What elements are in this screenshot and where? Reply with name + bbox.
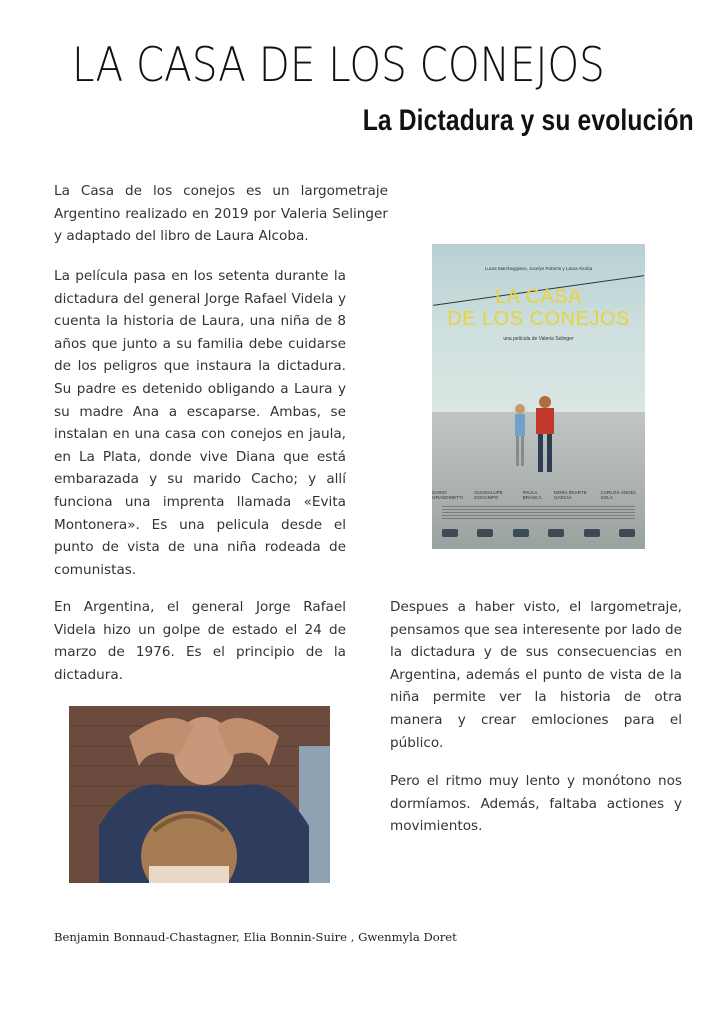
woman-figure-icon xyxy=(532,394,558,474)
page-subtitle: La Dictadura y su evolución xyxy=(362,104,694,137)
poster-billing-block xyxy=(442,506,635,520)
intro-paragraph: La Casa de los conejos es un largometraje Argentino realizado en 2019 por Valeria Selinger y adaptado del libro de Laura Alcoba. xyxy=(54,183,388,245)
poster-credit: DARIO GRANDINETTI xyxy=(432,490,464,500)
film-still-illustration xyxy=(69,706,330,883)
poster-credit: CARLOS ÁNGEL SOLA xyxy=(600,490,637,500)
poster-director: una película de Valeria Selinger xyxy=(503,336,574,342)
poster-credit: PAULA BRASCA xyxy=(522,490,542,500)
girl-figure-icon xyxy=(512,402,528,470)
movie-poster xyxy=(432,244,645,549)
logo-icon xyxy=(477,529,493,537)
logo-icon xyxy=(619,529,635,537)
poster-credit: GUADALUPE DOCAMPO xyxy=(474,490,503,500)
poster-logos xyxy=(442,529,635,539)
poster-tagline: Lucas Marcheggiano, Jocelyn Roberts y Laura Alcoba xyxy=(484,266,593,271)
poster-title-line-2: DE LOS CONEJOS xyxy=(447,308,630,330)
plot-paragraph: La película pasa en los setenta durante la dictadura del general Jorge Rafael Videla y cuenta la historia de Laura, una niña de 8 años que junto a su familia debe cuidarse de los peligros que instaura la dictadura. Su padre es detenido obligando a Laura y su madre Ana a escaparse. Ambas, se instalan en una casa con conejos en jaula, en La Plata, donde vive Diana que está embarazada y su marido Cacho; y allí funciona una imprenta llamada «Evita Montonera». Es una pelicula desde el punto de vista de una niña rodeada de comunistas. xyxy=(54,268,346,578)
poster-title xyxy=(432,286,645,330)
authors-credit: Benjamin Bonnaud-Chastagner, Elia Bonnin-Suire , Gwenmyla Doret xyxy=(54,930,457,944)
logo-icon xyxy=(584,529,600,537)
logo-icon xyxy=(442,529,458,537)
logo-icon xyxy=(513,529,529,537)
poster-credits xyxy=(432,490,645,500)
page-title: LA CASA DE LOS CONEJOS xyxy=(72,38,605,93)
logo-icon xyxy=(548,529,564,537)
poster-credit: MORA IRIARTE GARCIA xyxy=(553,490,587,500)
film-still-photo xyxy=(69,706,330,883)
critique-paragraph: Pero el ritmo muy lento y monótono nos dormíamos. Además, faltaba actiones y movimientos. xyxy=(390,773,682,835)
poster-title-line-1: LA CASA xyxy=(495,286,582,308)
opinion-paragraph: Despues a haber visto, el largometraje, pensamos que sea interesente por lado de la dictadura y de sus consecuencias en Argentina, además el punto de vista de la niña permite ver la historia de otra manera y crear emlociones para el público. xyxy=(390,599,682,751)
history-paragraph: En Argentina, el general Jorge Rafael Videla hizo un golpe de estado el 24 de marzo de 1976. Es el principio de la dictadura. xyxy=(54,599,346,683)
